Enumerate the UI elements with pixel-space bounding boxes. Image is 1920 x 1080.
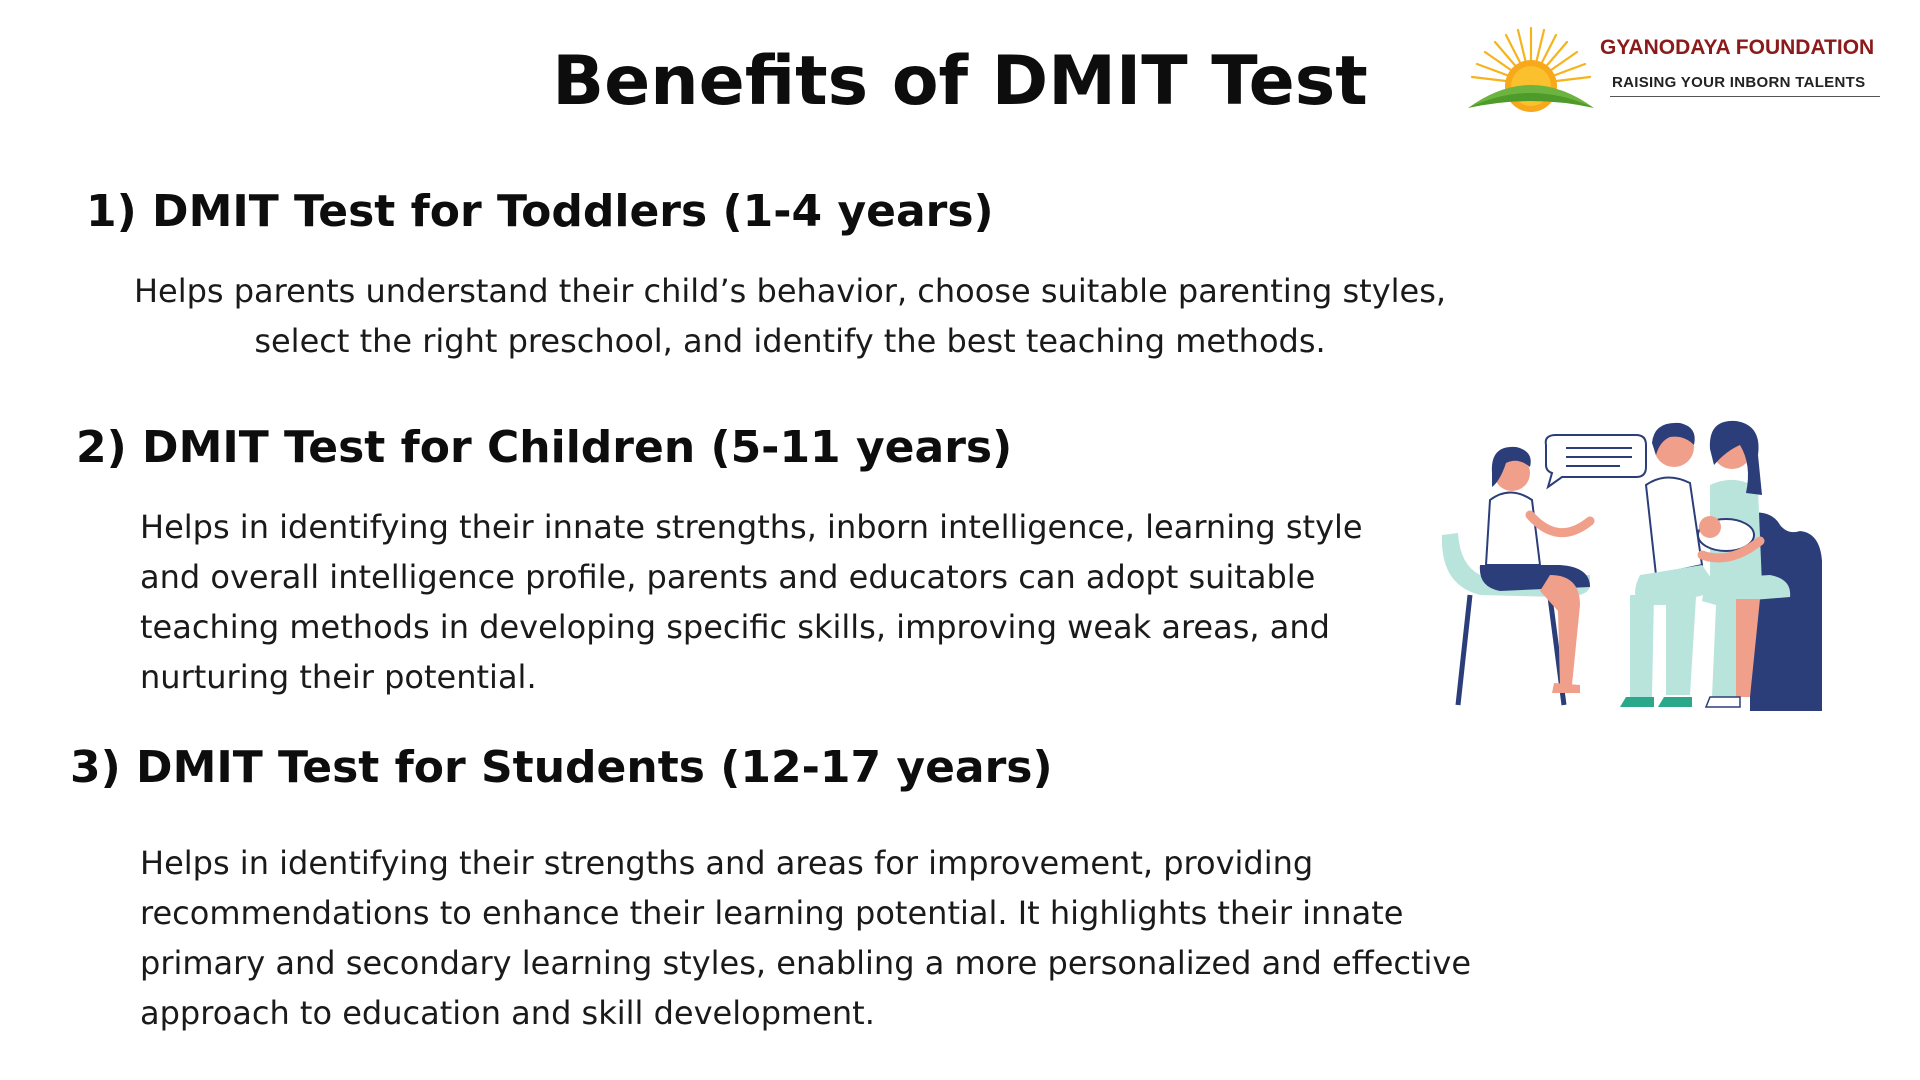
family-counseling-illustration-icon [1440,415,1850,715]
section-body-toddlers: Helps parents understand their child’s behavior, choose suitable parenting styles, select the right preschool, and identify the best teaching methods. [133,272,1447,360]
section-heading-toddlers: 1) DMIT Test for Toddlers (1-4 years) [86,186,994,237]
page-title: Benefits of DMIT Test [552,42,1368,121]
logo-divider [1610,96,1880,97]
rising-sun-logo-icon [1466,22,1596,112]
logo-name: GYANODAYA FOUNDATION [1600,36,1875,59]
logo-tagline: RAISING YOUR INBORN TALENTS [1612,74,1866,91]
gyanodaya-logo [1462,22,1912,122]
section-heading-children: 2) DMIT Test for Children (5-11 years) [76,422,1013,473]
section-body-students: Helps in identifying their strengths and areas for improvement, providing recommendations to enhance their learning potential. It highlights their innate primary and secondary learning styles, enabling a more personalized and effective approach to education and skill development. [140,844,1472,1032]
section-body-children: Helps in identifying their innate strengths, inborn intelligence, learning style and overall intelligence profile, parents and educators can adopt suitable teaching methods in developing specific skills, improving weak areas, and nurturing their potential. [140,508,1363,696]
section-heading-students: 3) DMIT Test for Students (12-17 years) [70,742,1053,793]
